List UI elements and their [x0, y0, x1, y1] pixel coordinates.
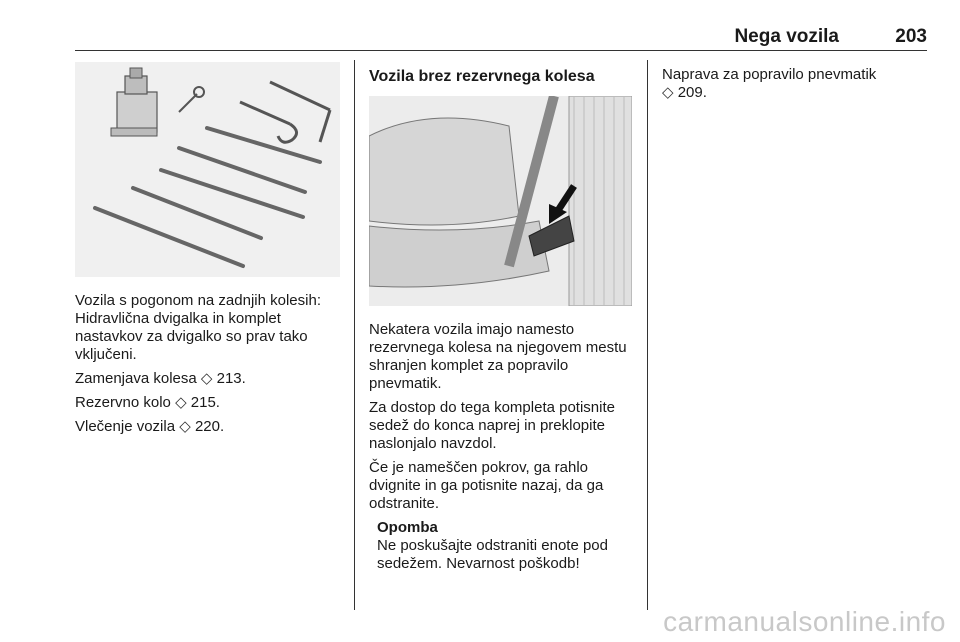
- ref-arrow-icon: ◇: [662, 84, 674, 101]
- header-rule: [75, 50, 927, 51]
- ref-tyre-repair-kit[interactable]: Naprava za popravilo pnevmatik ◇ 209.: [662, 66, 877, 101]
- column-divider-2: [647, 60, 648, 610]
- kit-description: Nekatera vozila imajo namesto rezervnega kolesa na njegovem mestu shranjen komplet za popravilo pnevmatik.: [369, 321, 627, 392]
- ref-arrow-icon: ◇: [200, 370, 213, 387]
- column-2-text: [369, 321, 641, 579]
- ref-arrow-icon: ◇: [179, 418, 191, 435]
- note-block: [377, 519, 641, 573]
- watermark: carmanualsonline.info: [663, 606, 946, 637]
- access-instruction: Za dostop do tega kompleta potisnite sedež do konca naprej in preklopite naslonjalo navzdol.: [369, 399, 615, 452]
- page-number: 203: [895, 26, 927, 47]
- column-divider-1: [354, 60, 355, 610]
- jack-tools-illustration: [75, 62, 340, 277]
- ref-wheel-change[interactable]: Zamenjava kolesa ◇ 213.: [75, 370, 246, 387]
- ref-arrow-icon: ◇: [175, 394, 187, 411]
- ref-spare-wheel[interactable]: Rezervno kolo ◇ 215.: [75, 394, 220, 411]
- jack-tools-drawing: [75, 62, 340, 277]
- ref-towing[interactable]: Vlečenje vozila ◇ 220.: [75, 418, 225, 435]
- column-1-text: [75, 292, 347, 442]
- seat-illustration: [369, 96, 632, 306]
- column-3-text: [662, 66, 922, 108]
- page-header: [75, 26, 927, 48]
- note-text: Ne poskušajte odstraniti enote pod sedežem. Nevarnost poškodb!: [377, 537, 608, 572]
- seat-drawing: [369, 96, 632, 306]
- jack-description: Vozila s pogonom na zadnjih kolesih: Hidravlična dvigalka in komplet nastavkov za dvigalko so prav tako vključeni.: [75, 292, 321, 363]
- section-heading: Vozila brez rezervnega kolesa: [369, 68, 595, 85]
- note-title: Opomba: [377, 519, 438, 536]
- section-title: Nega vozila: [734, 26, 839, 47]
- cover-instruction: Če je nameščen pokrov, ga rahlo dvignite in ga potisnite nazaj, da ga odstranite.: [369, 459, 604, 512]
